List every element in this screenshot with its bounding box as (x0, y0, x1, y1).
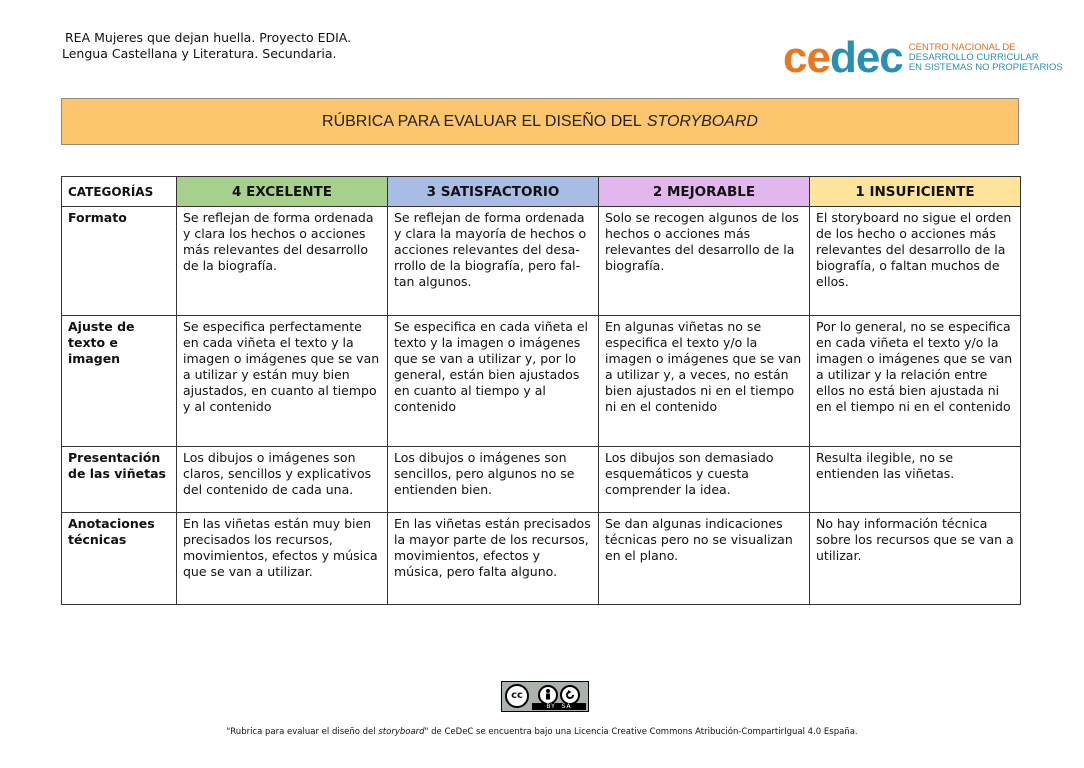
row-label: Ajuste de texto e imagen (62, 316, 177, 447)
table-cell: No hay información técnica sobre los recursos que se van a utilizar. (810, 513, 1021, 605)
table-row (62, 207, 1021, 316)
cedec-logo (783, 33, 1063, 82)
attribution-icon (538, 685, 558, 705)
table-cell: En algunas viñetas no se especifica el texto y/o la imagen o imágenes que se van a utilizar y, a veces, no están bien ajustados ni en el tiempo ni en el contenido (599, 316, 810, 447)
license-strip: BY SA (532, 703, 586, 710)
rubric-title-text: RÚBRICA PARA EVALUAR EL DISEÑO DEL (322, 112, 642, 130)
header-line-subject: Lengua Castellana y Literatura. Secundaria. (62, 46, 337, 61)
header-line-project: REA Mujeres que dejan huella. Proyecto EDIA. (65, 30, 352, 45)
header-excelente: 4 EXCELENTE (177, 177, 388, 207)
table-row (62, 513, 1021, 605)
rubric-title-italic: STORYBOARD (646, 112, 758, 130)
table-cell: Por lo general, no se especifica en cada viñeta el texto y/o la imagen o imágenes que se van a utilizar y la relación entre ellos no está bien ajustada ni en el tiempo ni en el contenido (810, 316, 1021, 447)
header-categories: CATEGORÍAS (62, 177, 177, 207)
license-footer: "Rubrica para evaluar el diseño del storyboard" de CeDeC se encuentra bajo una Licencia Creative Commons Atribución-CompartirIgual 4.0 España. (226, 727, 858, 737)
table-cell: En las viñetas están precisados la mayor parte de los recursos, movimientos, efectos y música, pero falta alguno. (388, 513, 599, 605)
header-mejorable: 2 MEJORABLE (599, 177, 810, 207)
table-cell: Se dan algunas indicaciones técnicas pero no se visualizan en el plano. (599, 513, 810, 605)
share-alike-icon (560, 685, 580, 705)
row-label: Anotaciones técnicas (62, 513, 177, 605)
table-cell: Solo se recogen algunos de los hechos o acciones más relevantes del desarrollo de la biografía. (599, 207, 810, 316)
document-header (62, 30, 351, 62)
rubric-title (61, 98, 1019, 145)
table-cell: En las viñetas están muy bien precisados los recursos, movimientos, efectos y música que se van a utilizar. (177, 513, 388, 605)
table-cell: Los dibujos o imágenes son sencillos, pero algunos no se entienden bien. (388, 447, 599, 513)
table-header-row (62, 177, 1021, 207)
row-label: Presentación de las viñetas (62, 447, 177, 513)
cedec-logo-subtitle: CENTRO NACIONAL DE DESARROLLO CURRICULAR EN SISTEMAS NO PROPIETARIOS (908, 42, 1063, 73)
cc-icon: cc (505, 684, 529, 708)
table-cell: El storyboard no sigue el orden de los hecho o acciones más relevantes del desarrollo de la biografía, o faltan muchos de ellos. (810, 207, 1021, 316)
table-row (62, 316, 1021, 447)
creative-commons-badge[interactable] (501, 681, 589, 712)
cedec-logo-word: cedec (783, 33, 903, 82)
table-cell: Los dibujos o imágenes son claros, sencillos y explicativos del contenido de cada una. (177, 447, 388, 513)
table-cell: Los dibujos son demasiado esquemáticos y cuesta comprender la idea. (599, 447, 810, 513)
rubric-table (61, 176, 1021, 605)
table-cell: Se reflejan de forma ordenada y clara los hechos o acciones más relevantes del desarrollo de la biografía. (177, 207, 388, 316)
table-row (62, 447, 1021, 513)
table-cell: Se especifica perfectamente en cada viñeta el texto y la imagen o imágenes que se van a utilizar y están muy bien ajustados, en cuanto al tiempo y al contenido (177, 316, 388, 447)
header-satisfactorio: 3 SATISFACTORIO (388, 177, 599, 207)
row-label: Formato (62, 207, 177, 316)
table-cell: Se especifica en cada viñeta el texto y la imagen o imágenes que se van a utilizar y, por lo general, están bien ajustados en cuanto al tiempo y al contenido (388, 316, 599, 447)
header-insuficiente: 1 INSUFICIENTE (810, 177, 1021, 207)
table-cell: Resulta ilegible, no se entienden las viñetas. (810, 447, 1021, 513)
table-cell: Se reflejan de forma ordenada y clara la mayoría de hechos o acciones relevantes del desa-rrollo de la biografía, pero fal-tan algunos. (388, 207, 599, 316)
